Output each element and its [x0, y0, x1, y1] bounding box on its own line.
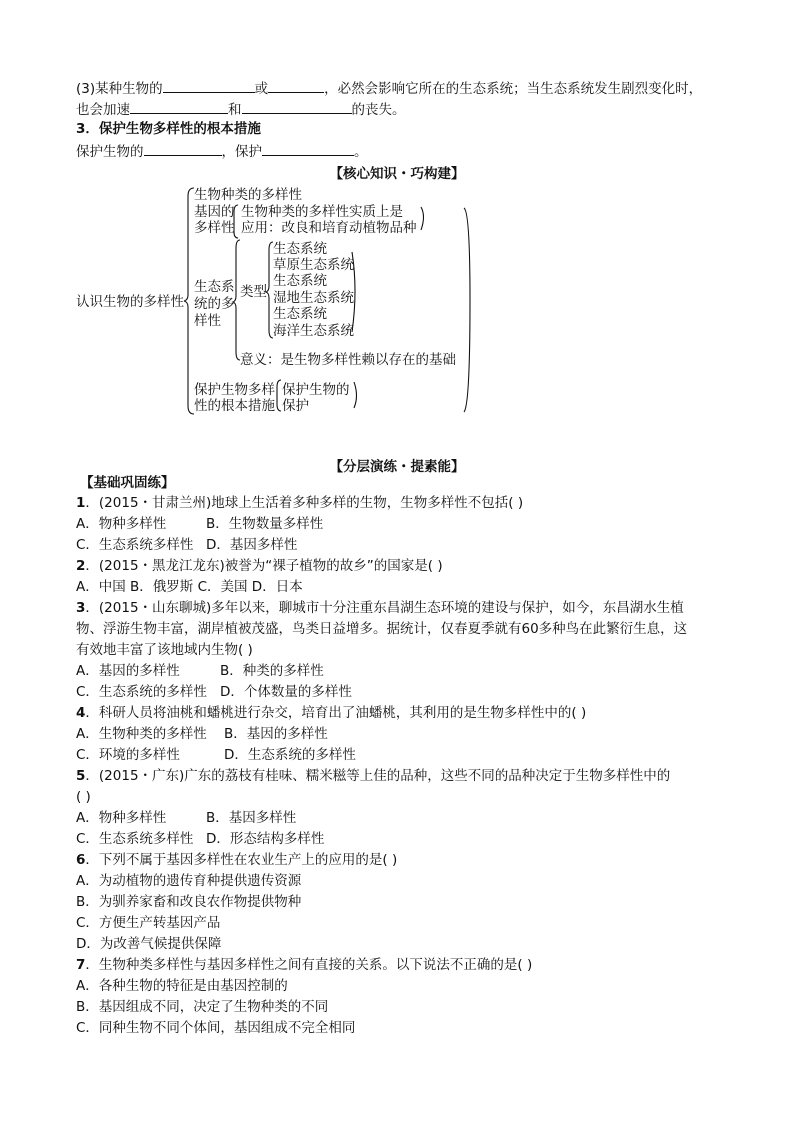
option: C．生态系统多样性: [76, 831, 194, 847]
mindmap-root: 认识生物的多样性: [76, 294, 184, 310]
option: B．生物数量多样性: [206, 516, 324, 532]
option: C．生态系统的多样性: [76, 684, 207, 700]
option: D．基因多样性: [206, 537, 298, 553]
practice-title: 【分层演练・提素能】: [329, 459, 465, 475]
question-4: 4．科研人员将油桃和蟠桃进行杂交，培育出了油蟠桃，其利用的是生物多样性中的( ): [76, 705, 587, 721]
option: A．中国 B．俄罗斯 C．美国 D．日本: [76, 579, 303, 595]
option: B．种类的多样性: [220, 663, 324, 679]
option: D．生态系统的多样性: [224, 747, 356, 763]
mindmap-eco-1: 生态系: [194, 279, 235, 295]
mindmap-type: 类型: [240, 284, 267, 300]
mindmap-type-item: 生态系统: [273, 273, 327, 289]
mindmap-apply: 应用：改良和培育动植物品种: [241, 220, 417, 236]
mindmap-protect-p2: 保护: [282, 398, 309, 414]
option: C．方便生产转基因产品: [76, 915, 221, 931]
mindmap-type-item: 海洋生态系统: [273, 323, 354, 339]
section-3-heading: 3．保护生物多样性的根本措施: [76, 121, 261, 137]
question-6: 6．下列不属于基因多样性在农业生产上的应用的是( ): [76, 852, 398, 868]
option: C．环境的多样性: [76, 747, 180, 763]
brace-protect: [277, 380, 281, 411]
option: B．为驯养家畜和改良农作物提供物种: [76, 894, 302, 910]
core-knowledge-title: 【核心知识・巧构建】: [329, 166, 465, 182]
question-5-line-2: ( ): [76, 789, 91, 805]
mindmap-type-item: 草原生态系统: [273, 257, 354, 273]
brace-root-right: [464, 208, 470, 412]
option: B．基因组成不同，决定了生物种类的不同: [76, 999, 329, 1015]
option: D．为改善气候提供保障: [76, 936, 222, 952]
basic-title: 【基础巩固练】: [80, 475, 175, 491]
option: D．个体数量的多样性: [220, 684, 352, 700]
option: A．物种多样性: [76, 810, 167, 826]
option: C．生态系统多样性: [76, 537, 194, 553]
question-2: 2．(2015・黑龙江龙东)被誉为“裸子植物的故乡”的国家是( ): [76, 558, 443, 574]
question-3-line-2: 物、浮游生物丰富，湖岸植被茂盛，鸟类日益增多。据统计，仅春夏季就有60多种鸟在此繁衍生息，这: [76, 621, 688, 637]
mindmap-species: 生物种类的多样性: [194, 187, 302, 203]
mindmap-gene-1: 基因的: [194, 204, 235, 220]
mindmap-eco-3: 样性: [194, 313, 221, 329]
brace-root: [184, 188, 194, 414]
mindmap-protect-2: 性的根本措施: [194, 398, 275, 414]
mindmap-protect-p1: 保护生物的: [282, 382, 350, 398]
mindmap-essence: 生物种类的多样性实质上是: [241, 204, 403, 220]
option: A．物种多样性: [76, 516, 167, 532]
brace-types: [266, 242, 273, 338]
brace-protect-right: [354, 382, 357, 408]
option: C．同种生物不同个体间，基因组成不完全相同: [76, 1020, 356, 1036]
option: A．为动植物的遗传育种提供遗传资源: [76, 873, 302, 889]
intro-line-2: 也会加速 和 的丧失。: [76, 99, 406, 119]
option: B．基因的多样性: [224, 726, 328, 742]
question-7: 7．生物种类多样性与基因多样性之间有直接的关系。以下说法不正确的是( ): [76, 957, 533, 973]
question-3-line-3: 有效地丰富了该地域内生物( ): [76, 642, 253, 658]
option: B．基因多样性: [206, 810, 297, 826]
intro-line-4: 保护生物的 ，保护 。: [76, 141, 368, 161]
mindmap-eco-2: 统的多: [194, 296, 235, 312]
mindmap-meaning: 意义：是生物多样性赖以存在的基础: [240, 352, 456, 368]
option: A．生物种类的多样性: [76, 726, 207, 742]
question-5: 5．(2015・广东)广东的荔枝有桂味、糯米糍等上佳的品种，这些不同的品种决定于生物多样性中的: [76, 768, 671, 784]
mindmap-type-item: 生态系统: [273, 241, 327, 257]
option: A．各种生物的特征是由基因控制的: [76, 978, 288, 994]
intro-line-1: (3)某种生物的 或 ，必然会影响它所在的生态系统；当生态系统发生剧烈变化时，: [76, 78, 702, 98]
mindmap-gene-2: 多样性: [194, 220, 235, 236]
mindmap-type-item: 生态系统: [273, 306, 327, 322]
option: A．基因的多样性: [76, 663, 180, 679]
mindmap-protect-1: 保护生物多样: [194, 382, 275, 398]
brace-gene-right: [421, 207, 424, 230]
question-1: 1．(2015・甘肃兰州)地球上生活着多种多样的生物，生物多样性不包括( ): [76, 495, 524, 511]
option: D．形态结构多样性: [206, 831, 325, 847]
mindmap-type-item: 湿地生态系统: [273, 290, 354, 306]
question-3: 3．(2015・山东聊城)多年以来，聊城市十分注重东昌湖生态环境的建设与保护，如今，东昌湖水生植: [76, 600, 684, 616]
